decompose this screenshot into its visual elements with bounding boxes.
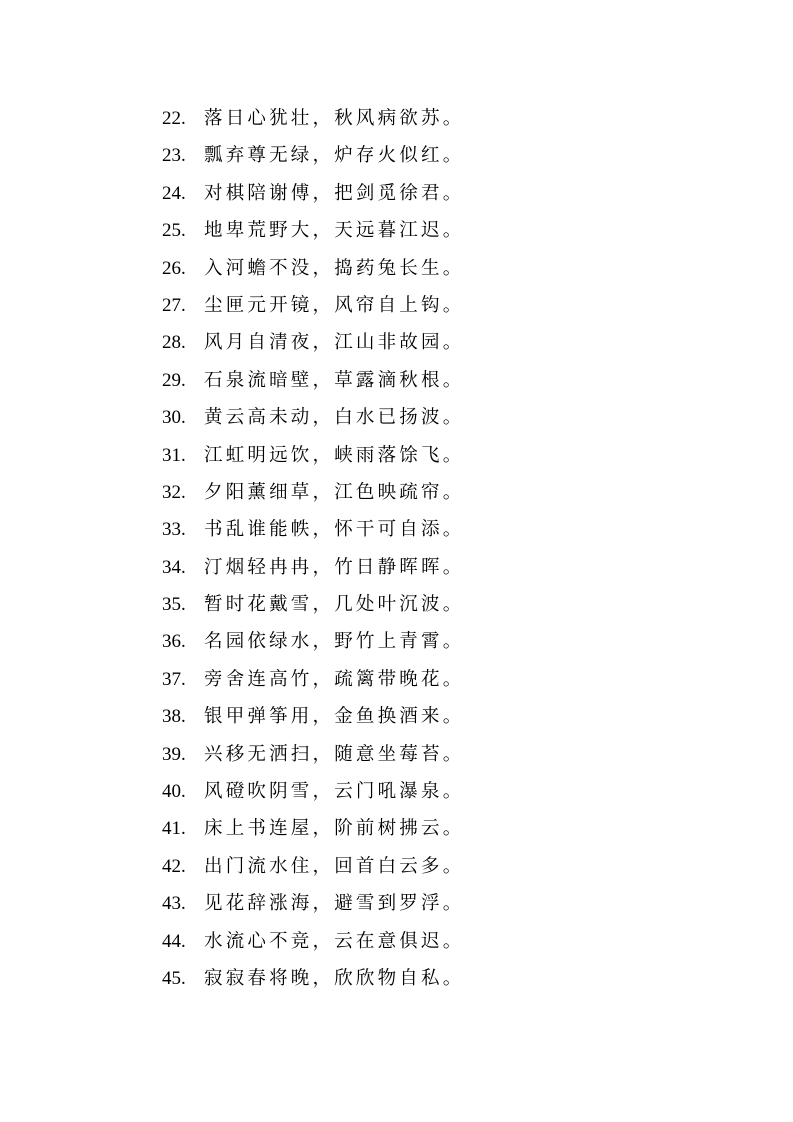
line-number: 41. [162,818,186,840]
line-number: 33. [162,519,186,541]
couplet-line [162,474,582,511]
line-number: 40. [162,781,186,803]
line-number: 34. [162,556,186,578]
couplet-line [162,810,582,847]
line-number: 36. [162,631,186,653]
line-text: 出门流水住，回首白云多。 [204,855,465,877]
line-text: 入河蟾不没，捣药兔长生。 [204,257,465,279]
line-number: 27. [162,294,186,316]
couplet-line [162,175,582,212]
line-text: 名园依绿水，野竹上青霄。 [204,631,465,653]
couplet-line [162,885,582,922]
line-text: 地卑荒野大，天远暮江迟。 [204,220,465,242]
line-text: 见花辞涨海，避雪到罗浮。 [204,893,465,915]
couplet-line [162,137,582,174]
line-number: 32. [162,481,186,503]
line-text: 寂寂春将晚，欣欣物自私。 [204,967,465,989]
line-number: 43. [162,893,186,915]
line-number: 24. [162,182,186,204]
couplet-line [162,736,582,773]
line-text: 暂时花戴雪，几处叶沉波。 [204,594,465,616]
line-number: 25. [162,220,186,242]
line-number: 35. [162,594,186,616]
line-text: 石泉流暗壁，草露滴秋根。 [204,369,465,391]
line-number: 29. [162,369,186,391]
line-text: 瓢弃尊无绿，炉存火似红。 [204,145,465,167]
couplet-line [162,362,582,399]
line-number: 30. [162,407,186,429]
line-text: 银甲弹筝用，金鱼换酒来。 [204,706,465,728]
couplet-line [162,287,582,324]
line-number: 22. [162,108,186,129]
line-text: 夕阳薰细草，江色映疏帘。 [204,481,465,503]
line-number: 38. [162,706,186,728]
couplet-list [162,100,582,997]
couplet-line [162,698,582,735]
line-text: 尘匣元开镜，风帘自上钩。 [204,294,465,316]
line-number: 28. [162,332,186,354]
line-text: 落日心犹壮，秋风病欲苏。 [204,108,465,129]
line-text: 兴移无洒扫，随意坐莓苔。 [204,743,465,765]
couplet-line [162,960,582,997]
line-number: 31. [162,444,186,466]
line-text: 黄云高未动，白水已扬波。 [204,407,465,429]
couplet-line [162,511,582,548]
line-text: 床上书连屋，阶前树拂云。 [204,818,465,840]
line-number: 23. [162,145,186,167]
couplet-line [162,437,582,474]
couplet-line [162,623,582,660]
line-text: 风磴吹阴雪，云门吼瀑泉。 [204,781,465,803]
line-text: 江虹明远饮，峡雨落馀飞。 [204,444,465,466]
line-number: 45. [162,967,186,989]
line-text: 汀烟轻冉冉，竹日静晖晖。 [204,556,465,578]
line-text: 书乱谁能帙，怀干可自添。 [204,519,465,541]
couplet-line [162,399,582,436]
line-number: 44. [162,930,186,952]
couplet-line [162,100,582,137]
couplet-line [162,586,582,623]
couplet-line [162,212,582,249]
line-text: 旁舍连高竹，疏篱带晚花。 [204,668,465,690]
line-text: 风月自清夜，江山非故园。 [204,332,465,354]
line-text: 对棋陪谢傅，把剑觅徐君。 [204,182,465,204]
line-number: 26. [162,257,186,279]
line-number: 42. [162,855,186,877]
couplet-line [162,661,582,698]
couplet-line [162,250,582,287]
couplet-line [162,324,582,361]
couplet-line [162,773,582,810]
couplet-line [162,549,582,586]
couplet-line [162,848,582,885]
couplet-line [162,923,582,960]
line-number: 39. [162,743,186,765]
line-number: 37. [162,668,186,690]
line-text: 水流心不竞，云在意俱迟。 [204,930,465,952]
